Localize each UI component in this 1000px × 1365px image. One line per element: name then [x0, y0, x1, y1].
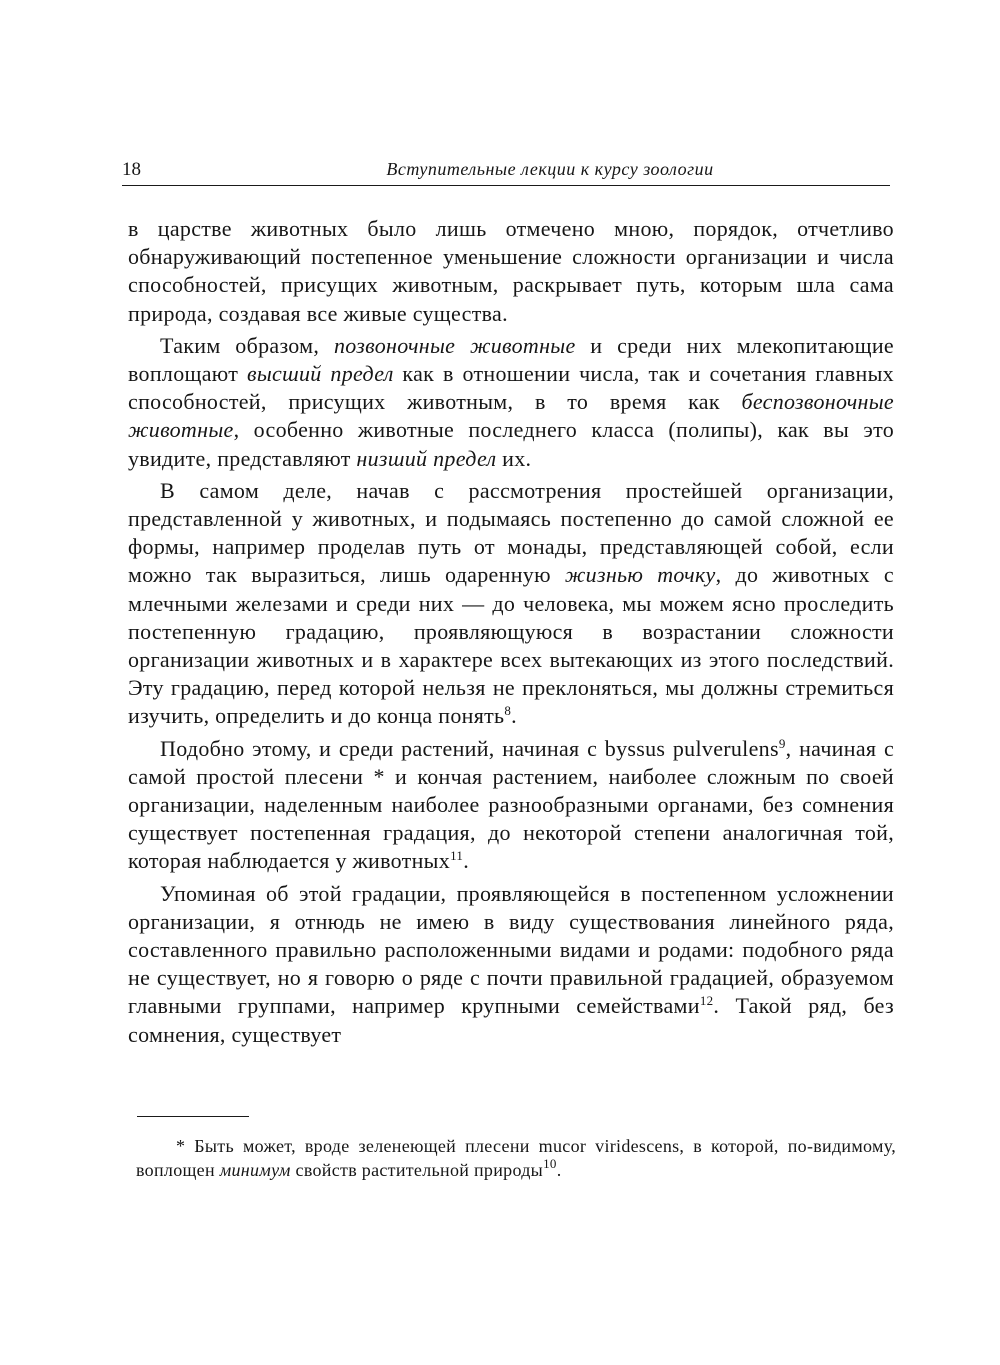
paragraph-5	[128, 880, 894, 1049]
note-reference: 10	[543, 1156, 557, 1171]
text-run: .	[511, 703, 517, 729]
text-run: свойств растительной природы	[290, 1160, 544, 1180]
italic-term: высший предел	[246, 361, 394, 387]
paragraph-4	[128, 735, 894, 876]
text-run: Подобно этому, и среди растений, начиная с byssus pulverulens	[160, 735, 779, 761]
text-run: , начиная с самой простой плесени * и кончая растением, наиболее сложным по своей организации, наделенным наиболее разнообразными органами, без сомнения существует постепенная градация, до некоторой степени аналогичная той, которая наблюдается у животных	[128, 735, 895, 874]
italic-term: минимум	[219, 1160, 291, 1180]
text-run: * Быть может, вроде зеленеющей плесени mucor viridescens, в которой, по-видимому, воплощен	[136, 1136, 896, 1180]
footnote	[136, 1134, 896, 1182]
paragraph-2	[128, 332, 894, 473]
italic-term: беспозвоночные животные	[128, 389, 894, 443]
text-run: как в отношении числа, так и сочетания главных способностей, присущих животным, в то время как	[128, 361, 894, 415]
text-run: их.	[496, 445, 532, 471]
text-run: Упоминая об этой градации, проявляющейся в постепенном усложнении организации, я отнюдь не имею в виду существования линейного ряда, составленного правильно расположенными видами и родами: подобного ряда не существует, но я говорю о ряде с почти правильной градацией, образуемом главными группами, например крупными семействами	[128, 880, 894, 1019]
text-run: в царстве животных было лишь отмечено мною, порядок, отчетливо обнаруживающий постепенное уменьшение сложности организации и числа способностей, присущих животным, раскрывает путь, которым шла сама природа, создавая все живые существа.	[128, 216, 894, 326]
italic-term: низший предел	[356, 445, 497, 471]
page-header	[122, 157, 890, 186]
paragraph-1	[128, 215, 894, 328]
paragraph-3	[128, 477, 894, 731]
page-number: 18	[122, 159, 141, 180]
italic-term: жизнью точку	[564, 562, 716, 588]
note-reference: 11	[450, 848, 464, 864]
note-reference: 8	[504, 703, 512, 719]
note-reference: 12	[699, 993, 714, 1009]
running-title: Вступительные лекции к курсу зоологии	[386, 159, 714, 179]
text-run: , особенно животные последнего класса (полипы), как вы это увидите, представляют	[128, 417, 894, 471]
footnote-divider	[137, 1116, 249, 1117]
main-text	[128, 215, 894, 1053]
text-run: , до животных с млечными железами и среди них — до человека, мы можем ясно проследить постепенную градацию, проявляющуюся в возрастании сложности организации животных и в характере всех вытекающих из этого последствий. Эту градацию, перед которой нельзя не преклоняться, мы должны стремиться изучить, определить и до конца понять	[128, 562, 894, 729]
text-run: .	[463, 848, 469, 874]
text-run: и среди них млекопитающие воплощают	[128, 332, 895, 387]
italic-term: позвоночные животные	[333, 332, 576, 358]
text-run: .	[556, 1160, 562, 1180]
text-run: В самом деле, начав с рассмотрения простейшей организации, представленной у животных, и подымаясь постепенно до самой сложной ее формы, например проделав путь от монады, представляющей собой, если можно так выразиться, лишь одаренную	[128, 477, 894, 588]
text-run: Таким образом,	[160, 332, 334, 358]
note-reference: 9	[778, 735, 786, 751]
text-run: . Такой ряд, без сомнения, существует	[128, 993, 894, 1047]
